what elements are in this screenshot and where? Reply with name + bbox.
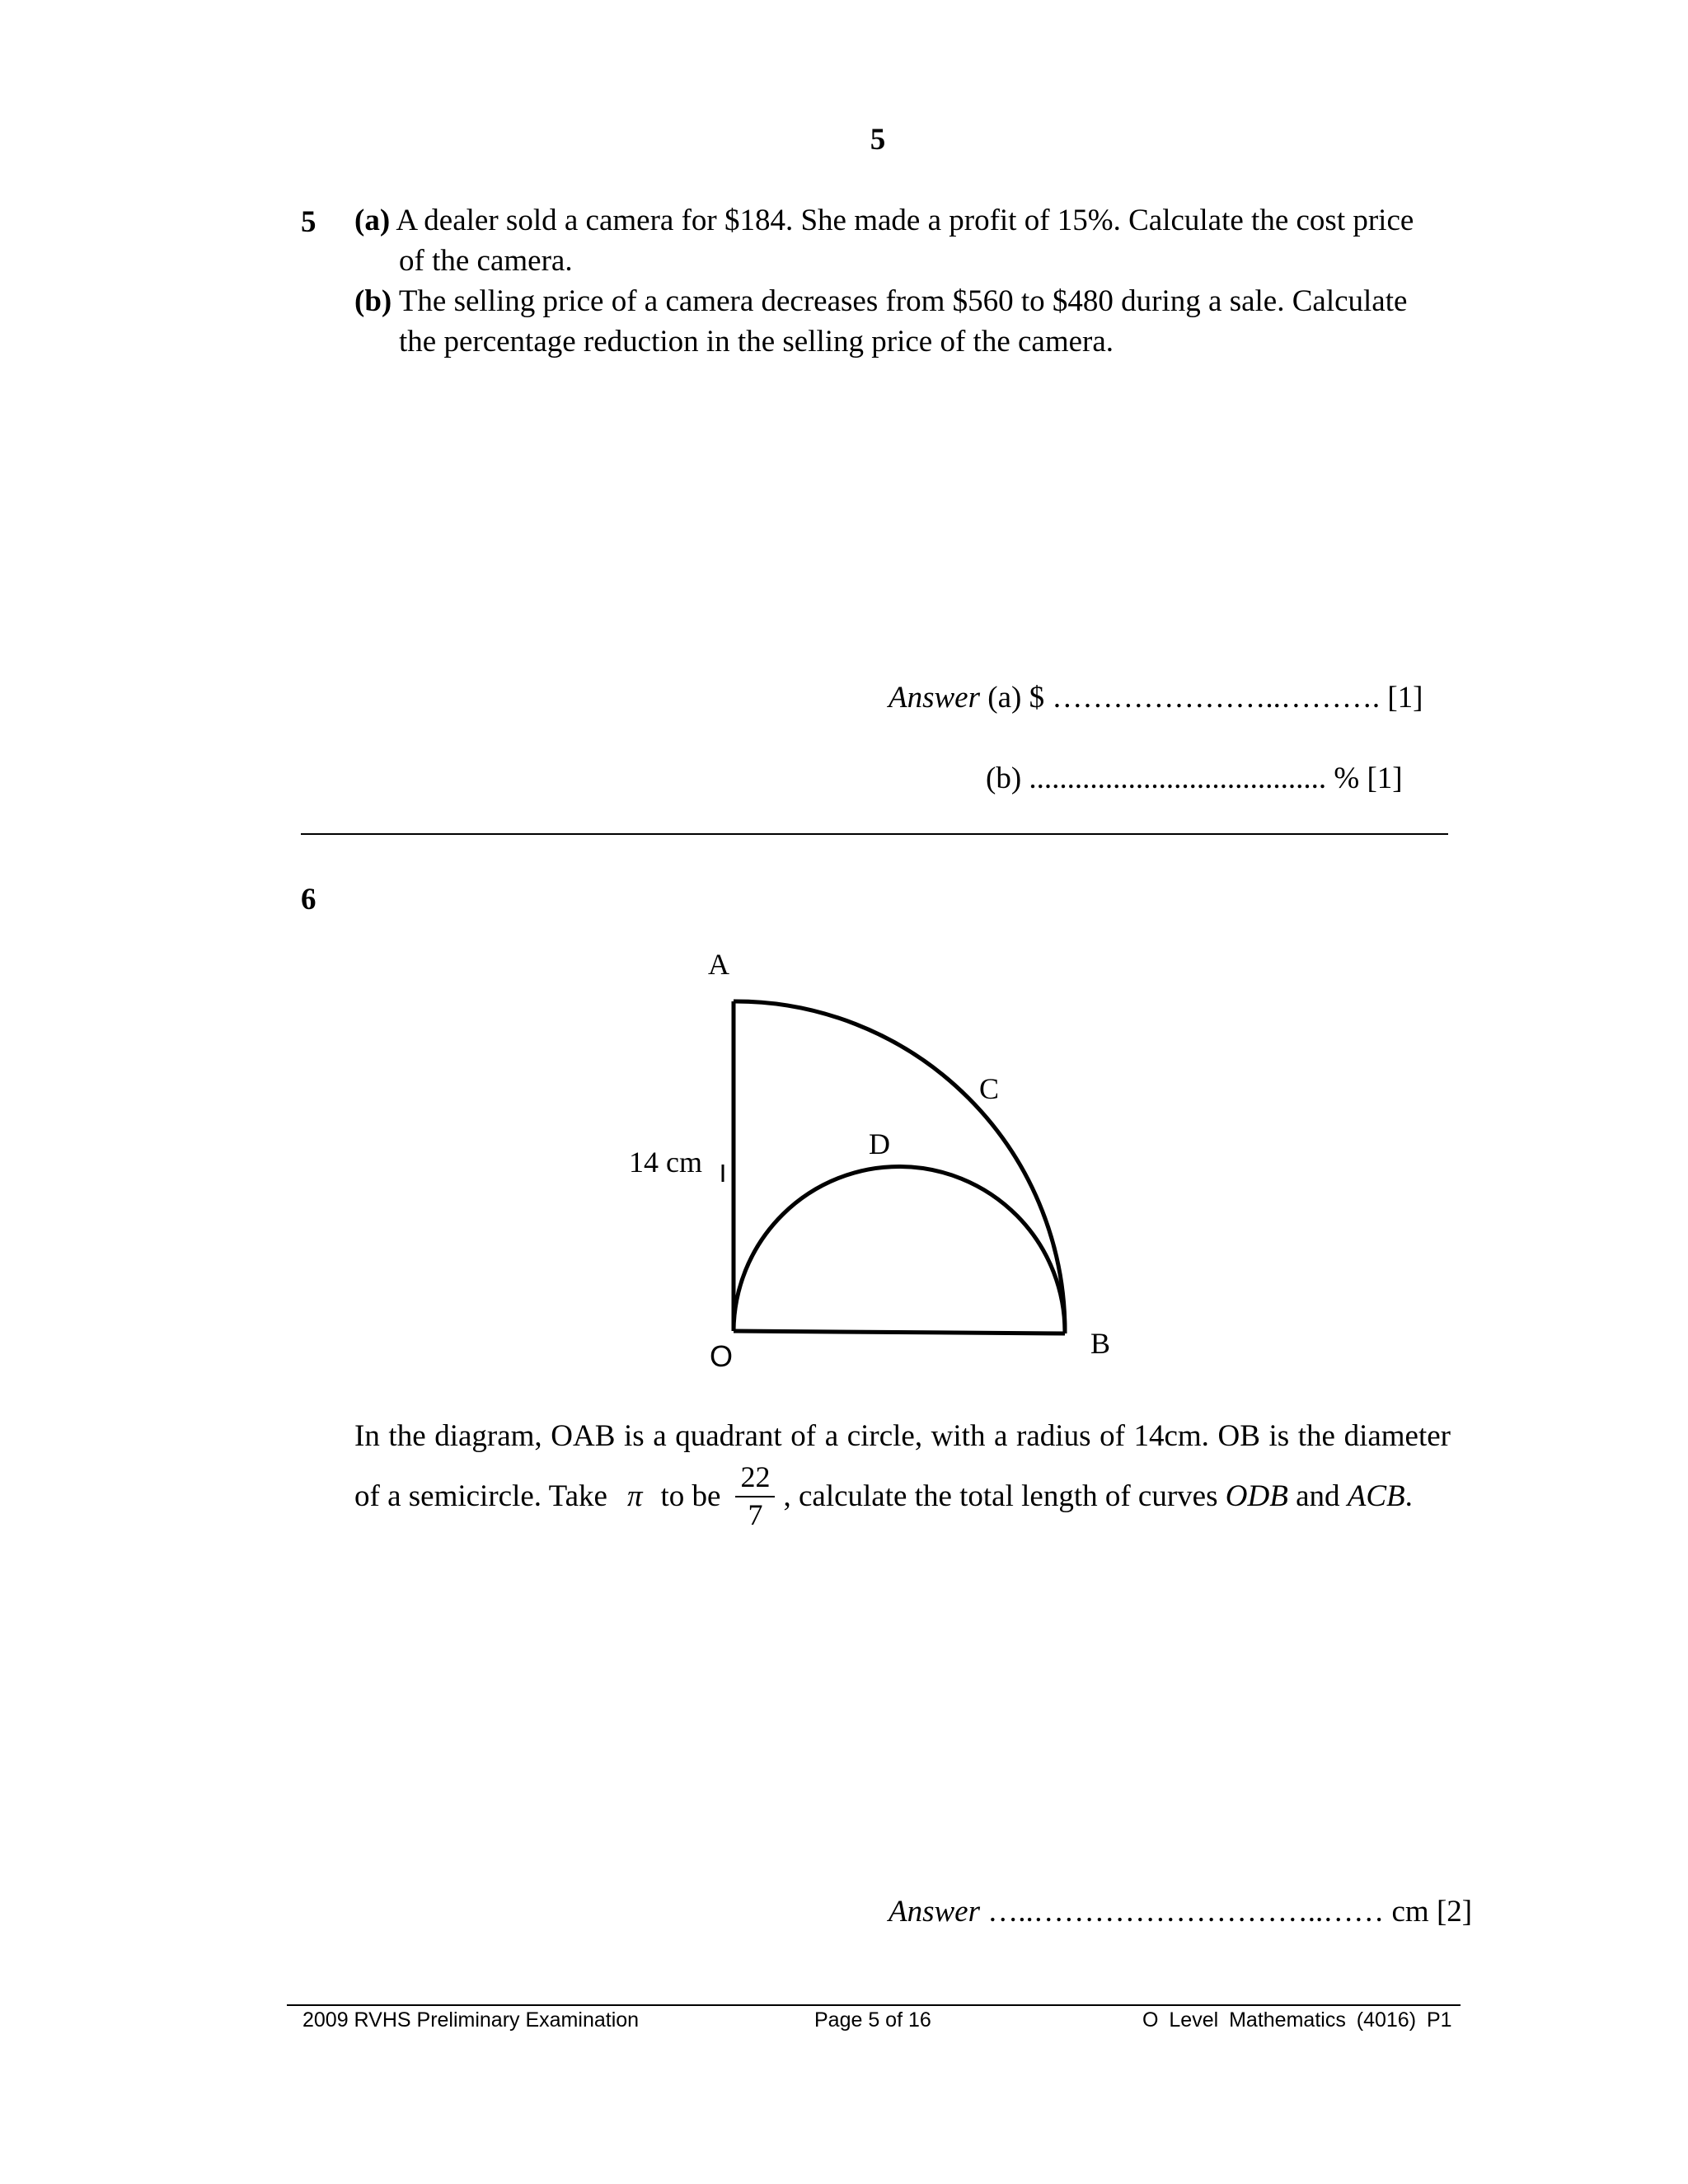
question-divider xyxy=(301,833,1448,835)
question-6-line1: In the diagram, OAB is a quadrant of a circle, with a radius of 14cm. OB is the diameter xyxy=(354,1419,1451,1453)
question-5b-answer-line[interactable]: (b) ....................................... % [1] xyxy=(986,762,1403,795)
footer-exam-name: 2009 RVHS Preliminary Examination xyxy=(302,2008,640,2032)
part-a-text-line2: of the camera. xyxy=(399,244,573,278)
part-b-text-line2: the percentage reduction in the selling price of the camera. xyxy=(399,325,1114,359)
answer-word: Answer xyxy=(889,681,980,715)
footer-page-indicator: Page 5 of 16 xyxy=(814,2008,931,2032)
label-C: C xyxy=(978,1072,1000,1105)
fraction-numerator: 22 xyxy=(735,1461,775,1497)
question-6-answer-line[interactable] xyxy=(889,1894,1472,1929)
question-6-text xyxy=(354,1416,1451,1530)
question-5-text xyxy=(354,200,1451,362)
label-B: B xyxy=(1090,1327,1111,1360)
curve-acb: ACB xyxy=(1347,1479,1405,1513)
semicircle-ODB xyxy=(734,1166,1065,1333)
period: . xyxy=(1404,1479,1413,1513)
part-a-text-line1: A dealer sold a camera for $184. She made a profit of 15%. Calculate the cost price xyxy=(396,204,1414,237)
answer-a-blank: (a) $ …………………..………. [1] xyxy=(987,681,1423,715)
quadrant-diagram xyxy=(610,940,1203,1385)
answer-word: Answer xyxy=(889,1895,980,1929)
line2-mid: to be xyxy=(660,1479,721,1513)
part-b-label: (b) xyxy=(354,284,392,318)
label-D: D xyxy=(869,1127,890,1160)
label-radius: 14 cm xyxy=(629,1146,702,1179)
pi-symbol: π xyxy=(626,1479,643,1513)
curve-odb: ODB xyxy=(1225,1479,1288,1513)
question-5a-answer-line[interactable] xyxy=(889,680,1423,715)
page-number: 5 xyxy=(870,123,886,157)
question-6-number: 6 xyxy=(301,883,316,916)
question-5a xyxy=(354,200,1451,281)
footer-subject: O Level Mathematics (4016) P1 xyxy=(1142,2008,1452,2032)
question-5b xyxy=(354,281,1451,362)
label-A: A xyxy=(708,948,729,981)
answer-blank: …..………………………..…… cm [2] xyxy=(987,1895,1473,1929)
quadrant-radius-OB xyxy=(734,1331,1065,1333)
part-b-text-line1: The selling price of a camera decreases from $560 to $480 during a sale. Calculate xyxy=(398,284,1408,318)
and-word: and xyxy=(1296,1479,1340,1513)
line2-post: , calculate the total length of curves xyxy=(783,1479,1218,1513)
footer-rule xyxy=(287,2004,1461,2006)
fraction-22-over-7 xyxy=(735,1461,775,1530)
line2-pre: of a semicircle. Take xyxy=(354,1479,607,1513)
fraction-denominator: 7 xyxy=(748,1498,763,1531)
question-5-number: 5 xyxy=(301,205,316,239)
label-O: O xyxy=(709,1339,734,1373)
question-6-line2 xyxy=(354,1461,1451,1530)
part-a-label: (a) xyxy=(354,204,391,237)
